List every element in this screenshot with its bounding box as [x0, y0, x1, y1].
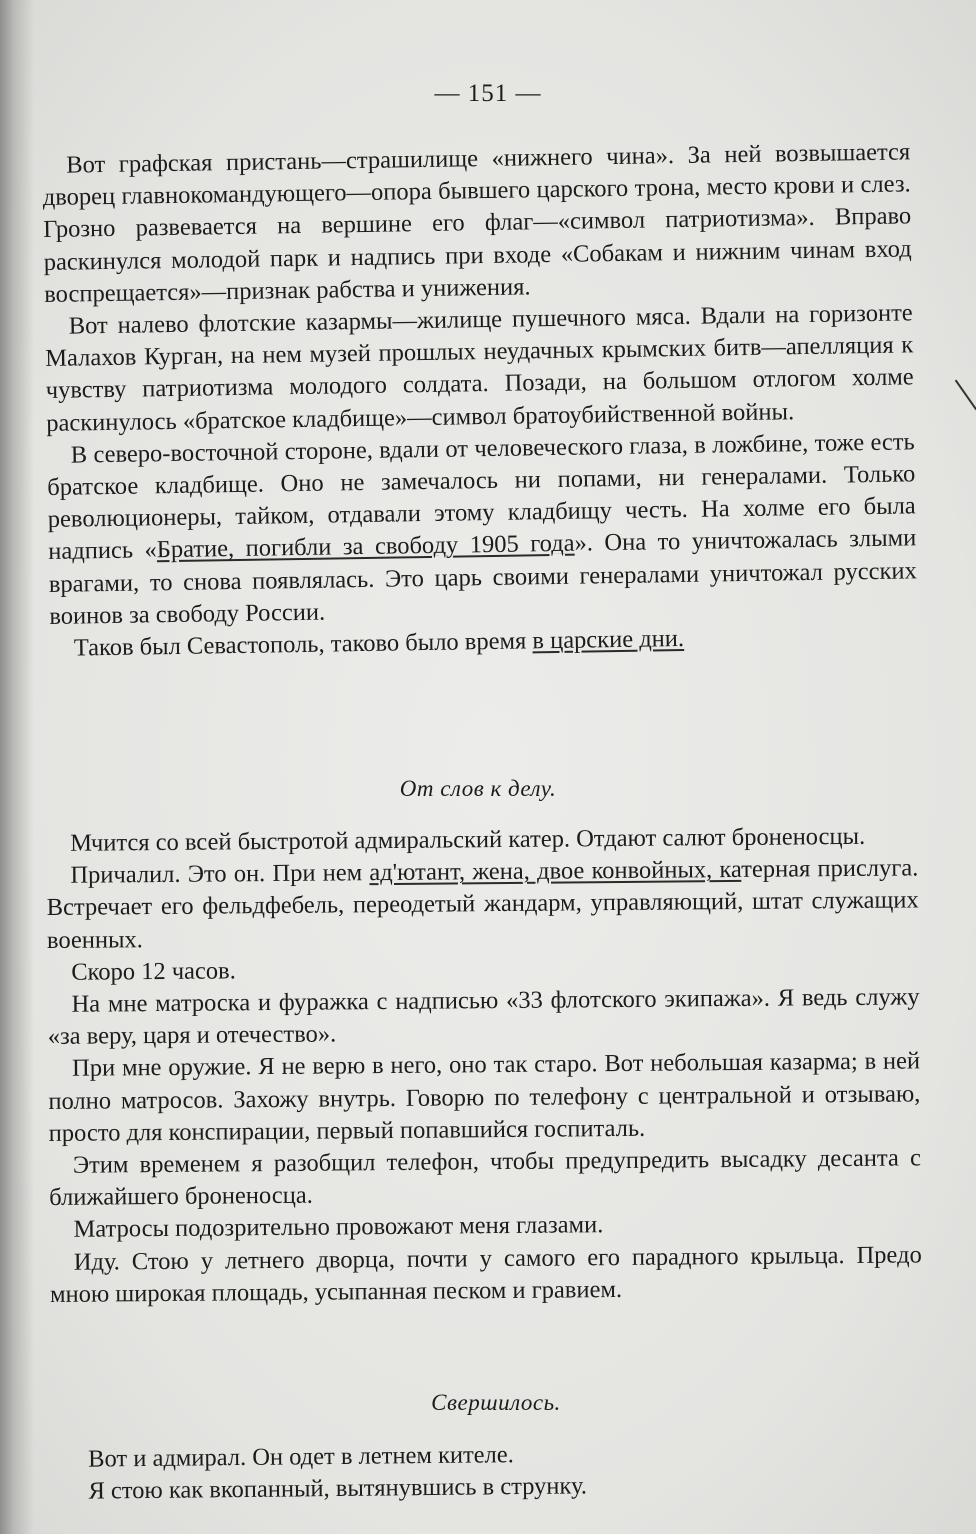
text-run: В северо-восточной стороне, вдали от человеческого глаза, в ложбине, тоже есть братское кладбище. Оно не замечалось ни попами, ни генералами. Только революционеры, тайком, отдавали этому кладбищу честь. На холме его была надпись «: [47, 428, 916, 566]
paragraph: На мне матроска и фуражка с надписью «33 флотского экипажа». Я ведь служу «за веру, царя и отечество».: [47, 983, 920, 1051]
paragraph: Вот графская пристань—страшилище «нижнего чина». За ней возвышается дворец главнокомандующего—опора бывшего царского трона, место крови и слез. Грозно развевается на вершине его флаг—«символ патриотизма». Вправо раскинулся молодой парк и надпись при входе «Собакам и нижним чинам вход воспрещается»—признак рабства и унижения.: [42, 138, 912, 308]
section-heading: От слов к делу.: [399, 776, 557, 801]
paragraph: При мне оружие. Я не верю в него, оно так старо. Вот небольшая казарма; в ней полно матросов. Захожу внутрь. Говорю по телефону с центральной и отзываю, просто для конспирации, первый попавшийся госпиталь.: [48, 1047, 921, 1147]
paragraph: Матросы подозрительно провожают меня глазами.: [73, 1211, 604, 1244]
section-heading: Свершилось.: [431, 1390, 561, 1415]
paragraph: Мчится со всей быстротой адмиральский катер. Отдают салют броненосцы.: [70, 822, 866, 857]
paragraph-arrival: [46, 853, 919, 957]
text-run: Причалил. Это он. При нем: [70, 859, 370, 889]
section-1-text: [42, 136, 918, 665]
page-number: — 151 —: [434, 80, 542, 107]
handwritten-underline: ад'ютант, жена, двое конвойных, ка: [369, 856, 742, 887]
text-run: Таков был Севастополь, таково было время: [73, 627, 533, 662]
paragraph: Вот и адмирал. Он одет в летнем кителе.: [88, 1441, 514, 1473]
paragraph: Этим временем я разобщил телефон, чтобы предупредить высадку десанта с ближайшего броненосца.: [49, 1144, 922, 1212]
handwritten-underline: Братие, погибли за свободу 1905 года: [156, 530, 575, 564]
section-3-text: [50, 1435, 911, 1508]
text-run: терная прислуга. Встречает его фельдфебель, переодетый жандарм, управляющий, штат служащих военных.: [46, 854, 919, 954]
paragraph: Я стою как вкопанный, вытянувшись в струнку.: [88, 1472, 588, 1505]
paragraph: Вот налево флотские казармы—жилище пушечного мяса. Вдали на горизонте Малахов Курган, на нем музей прошлых неудачных крымских битв—апелляция к чувству патриотизма молодого солдата. Позади, на большом отлогом холме раскинулось «братское кладбище»—символ братоубийственной войны.: [45, 299, 914, 437]
handwritten-underline: в царские дни.: [532, 625, 685, 655]
paragraph: Скоро 12 часов.: [71, 957, 236, 986]
text-run: ». Она то уничтожалась злыми врагами, то снова появлялась. Это царь своими генералами уничтожал русских воинов за свободу России.: [48, 524, 917, 630]
pen-mark: [955, 374, 976, 410]
section-2-text: [46, 820, 922, 1311]
paragraph: Иду. Стою у летнего дворца, почти у самого его парадного крыльца. Предо мною широкая площадь, усыпанная песком и гравием.: [49, 1241, 922, 1308]
paragraph-memorial: [47, 426, 918, 633]
